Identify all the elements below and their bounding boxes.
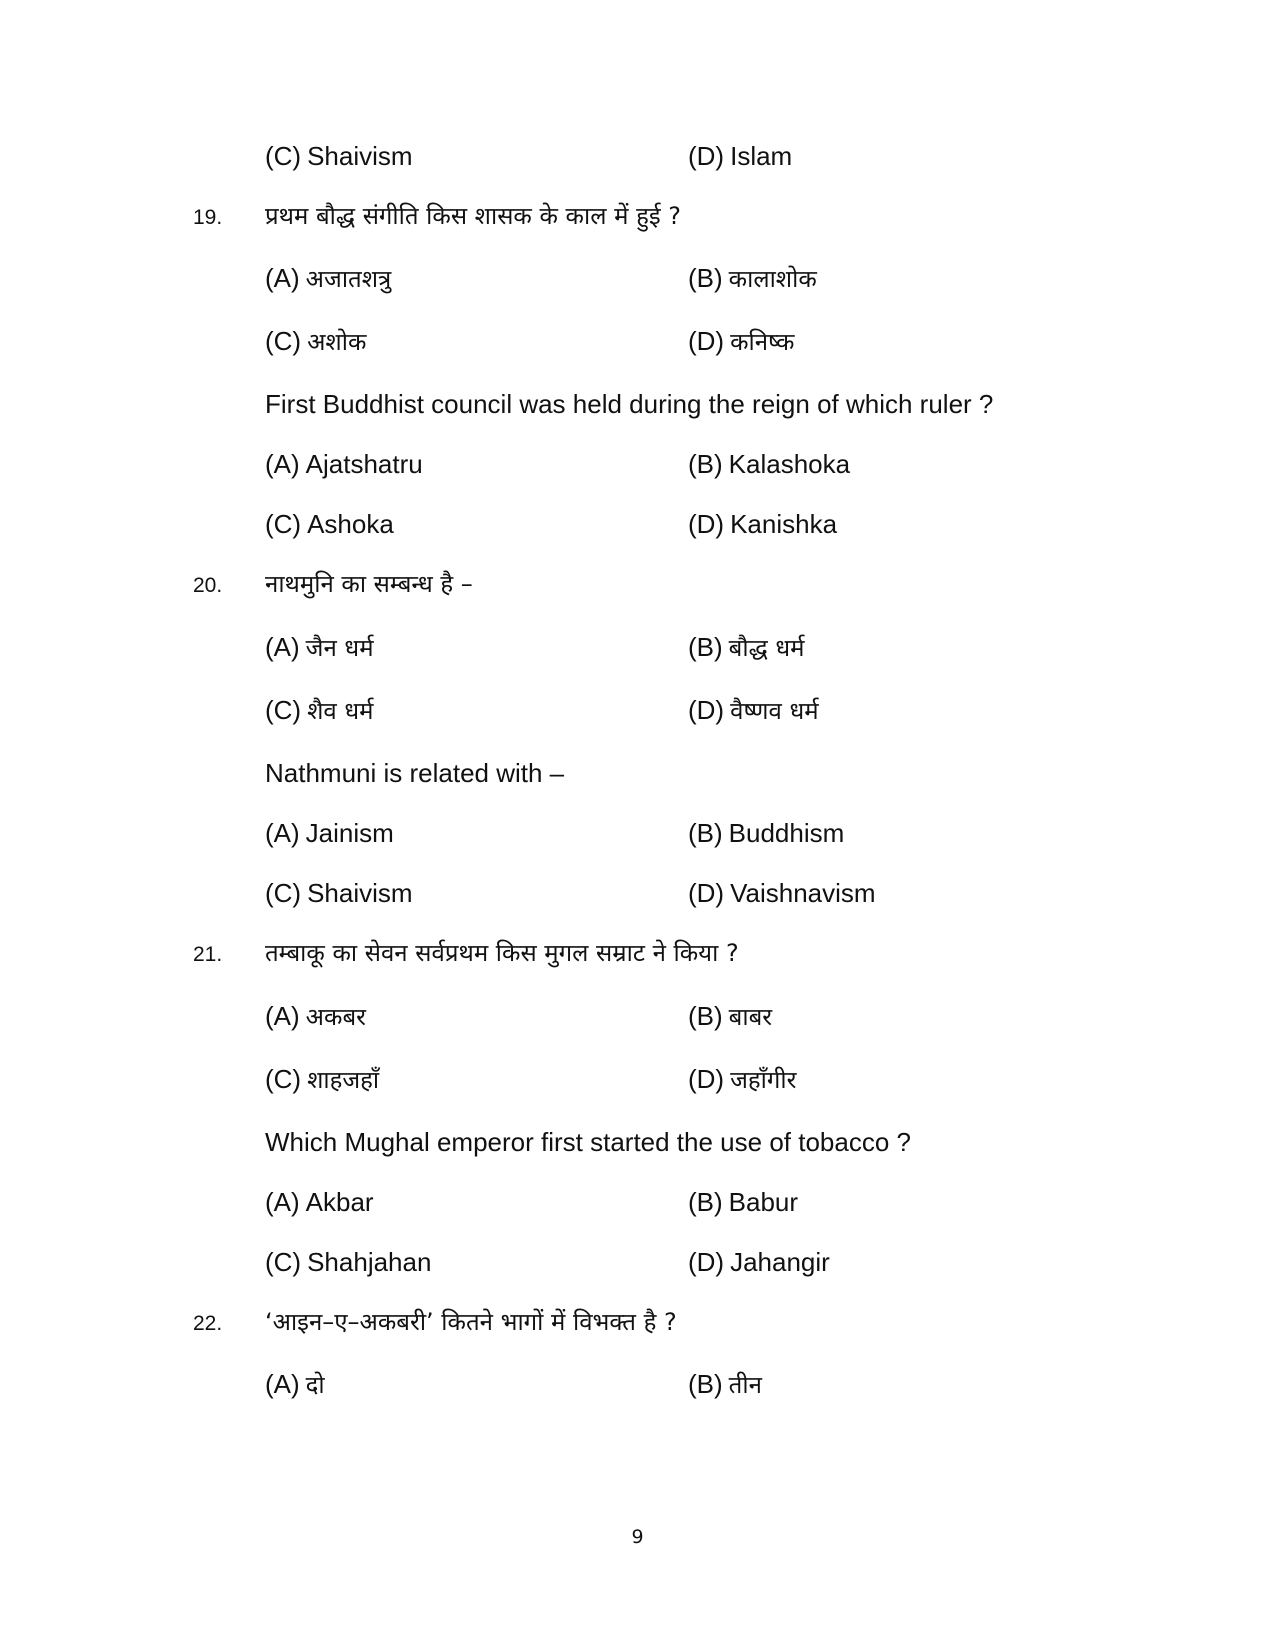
question-row <box>0 386 1275 426</box>
option-label: (C) <box>265 326 302 356</box>
option-label: (D) <box>688 509 725 539</box>
option-label: (C) <box>265 141 302 171</box>
option-label: (A) <box>265 818 300 848</box>
option-text: बौद्ध धर्म <box>728 634 805 662</box>
option-text: Shaivism <box>307 141 413 171</box>
option-text: Islam <box>730 141 793 171</box>
option-text: जैन धर्म <box>305 634 374 662</box>
option-text: शाहजहाँ <box>307 1066 380 1094</box>
options-row <box>0 1184 1275 1224</box>
option-text: तीन <box>728 1371 762 1399</box>
options-row <box>0 323 1275 363</box>
options-row <box>0 506 1275 546</box>
option-label: (C) <box>265 509 302 539</box>
options-row <box>0 138 1275 178</box>
options-row <box>0 692 1275 732</box>
answer-option <box>265 998 366 1035</box>
answer-option <box>688 260 817 297</box>
answer-option <box>265 506 394 542</box>
answer-option <box>265 323 366 360</box>
options-row <box>0 446 1275 486</box>
question-text-hindi: ‘आइन–ए–अकबरी’ कितने भागों में विभक्त है ? <box>265 1308 677 1336</box>
option-text: शैव धर्म <box>307 697 374 725</box>
answer-option <box>265 692 374 729</box>
option-text: जहाँगीर <box>730 1066 797 1094</box>
answer-option <box>265 1184 374 1220</box>
option-label: (D) <box>688 141 725 171</box>
option-label: (A) <box>265 449 300 479</box>
answer-option <box>265 629 374 666</box>
answer-option <box>688 629 805 666</box>
option-label: (B) <box>688 263 723 293</box>
option-label: (A) <box>265 632 300 662</box>
option-text: Shaivism <box>307 878 413 908</box>
answer-option <box>688 875 876 911</box>
option-text: बाबर <box>728 1003 773 1031</box>
question-row <box>0 935 1275 975</box>
option-label: (A) <box>265 1001 300 1031</box>
option-text: Babur <box>728 1187 799 1217</box>
answer-option <box>265 1366 325 1403</box>
option-text: Kanishka <box>730 509 838 539</box>
option-text: Akbar <box>305 1187 374 1217</box>
options-row <box>0 260 1275 300</box>
option-text: अकबर <box>305 1003 366 1031</box>
question-text-hindi: नाथमुनि का सम्बन्ध है – <box>265 570 473 598</box>
option-text: Kalashoka <box>728 449 851 479</box>
answer-option <box>688 1366 762 1403</box>
option-text: अशोक <box>307 328 367 356</box>
options-row <box>0 875 1275 915</box>
options-row <box>0 1061 1275 1101</box>
option-label: (D) <box>688 1247 725 1277</box>
option-label: (D) <box>688 1064 725 1094</box>
answer-option <box>265 1244 431 1280</box>
option-text: Buddhism <box>728 818 845 848</box>
answer-option <box>265 446 423 482</box>
answer-option <box>688 1184 798 1220</box>
option-label: (B) <box>688 1001 723 1031</box>
option-label: (B) <box>688 632 723 662</box>
answer-option <box>265 1061 379 1098</box>
question-number: 22. <box>193 1312 223 1335</box>
options-row <box>0 998 1275 1038</box>
question-text-hindi: प्रथम बौद्ध संगीति किस शासक के काल में हुई ? <box>265 202 681 230</box>
answer-option <box>688 815 844 851</box>
question-row <box>0 566 1275 606</box>
answer-option <box>265 260 391 297</box>
question-number: 21. <box>193 943 223 966</box>
option-label: (A) <box>265 1187 300 1217</box>
option-text: Jahangir <box>730 1247 830 1277</box>
option-text: Vaishnavism <box>730 878 876 908</box>
option-label: (C) <box>265 1247 302 1277</box>
option-label: (C) <box>265 878 302 908</box>
option-label: (B) <box>688 449 723 479</box>
options-row <box>0 1366 1275 1406</box>
option-label: (C) <box>265 1064 302 1094</box>
answer-option <box>688 998 772 1035</box>
options-row <box>0 629 1275 669</box>
answer-option <box>265 138 413 174</box>
question-row <box>0 1124 1275 1164</box>
question-text-hindi: तम्बाकू का सेवन सर्वप्रथम किस मुगल सम्राट ने किया ? <box>265 939 739 967</box>
answer-option <box>688 446 850 482</box>
question-row <box>0 1304 1275 1344</box>
option-text: कालाशोक <box>728 265 817 293</box>
option-text: Ashoka <box>307 509 394 539</box>
question-number: 19. <box>193 206 223 229</box>
option-label: (A) <box>265 263 300 293</box>
question-text-english: Which Mughal emperor first started the use of tobacco ? <box>265 1127 911 1157</box>
question-number: 20. <box>193 574 223 597</box>
option-label: (A) <box>265 1369 300 1399</box>
option-text: वैष्णव धर्म <box>730 697 819 725</box>
option-label: (D) <box>688 695 725 725</box>
options-row <box>0 1244 1275 1284</box>
answer-option <box>688 506 837 542</box>
option-text: कनिष्क <box>730 328 795 356</box>
option-text: Jainism <box>305 818 394 848</box>
question-row <box>0 755 1275 795</box>
option-label: (B) <box>688 1187 723 1217</box>
answer-option <box>688 1244 830 1280</box>
answer-option <box>688 323 795 360</box>
option-label: (C) <box>265 695 302 725</box>
question-text-english: Nathmuni is related with – <box>265 758 565 788</box>
option-text: दो <box>305 1371 325 1399</box>
answer-option <box>265 815 394 851</box>
answer-option <box>265 875 413 911</box>
option-text: Shahjahan <box>307 1247 432 1277</box>
question-row <box>0 198 1275 238</box>
option-label: (B) <box>688 1369 723 1399</box>
question-text-english: First Buddhist council was held during the reign of which ruler ? <box>265 389 994 419</box>
option-text: अजातशत्रु <box>305 265 392 293</box>
option-label: (D) <box>688 326 725 356</box>
options-row <box>0 815 1275 855</box>
page-number: 9 <box>631 1526 644 1548</box>
option-label: (B) <box>688 818 723 848</box>
answer-option <box>688 138 792 174</box>
answer-option <box>688 692 819 729</box>
answer-option <box>688 1061 796 1098</box>
option-label: (D) <box>688 878 725 908</box>
option-text: Ajatshatru <box>305 449 423 479</box>
